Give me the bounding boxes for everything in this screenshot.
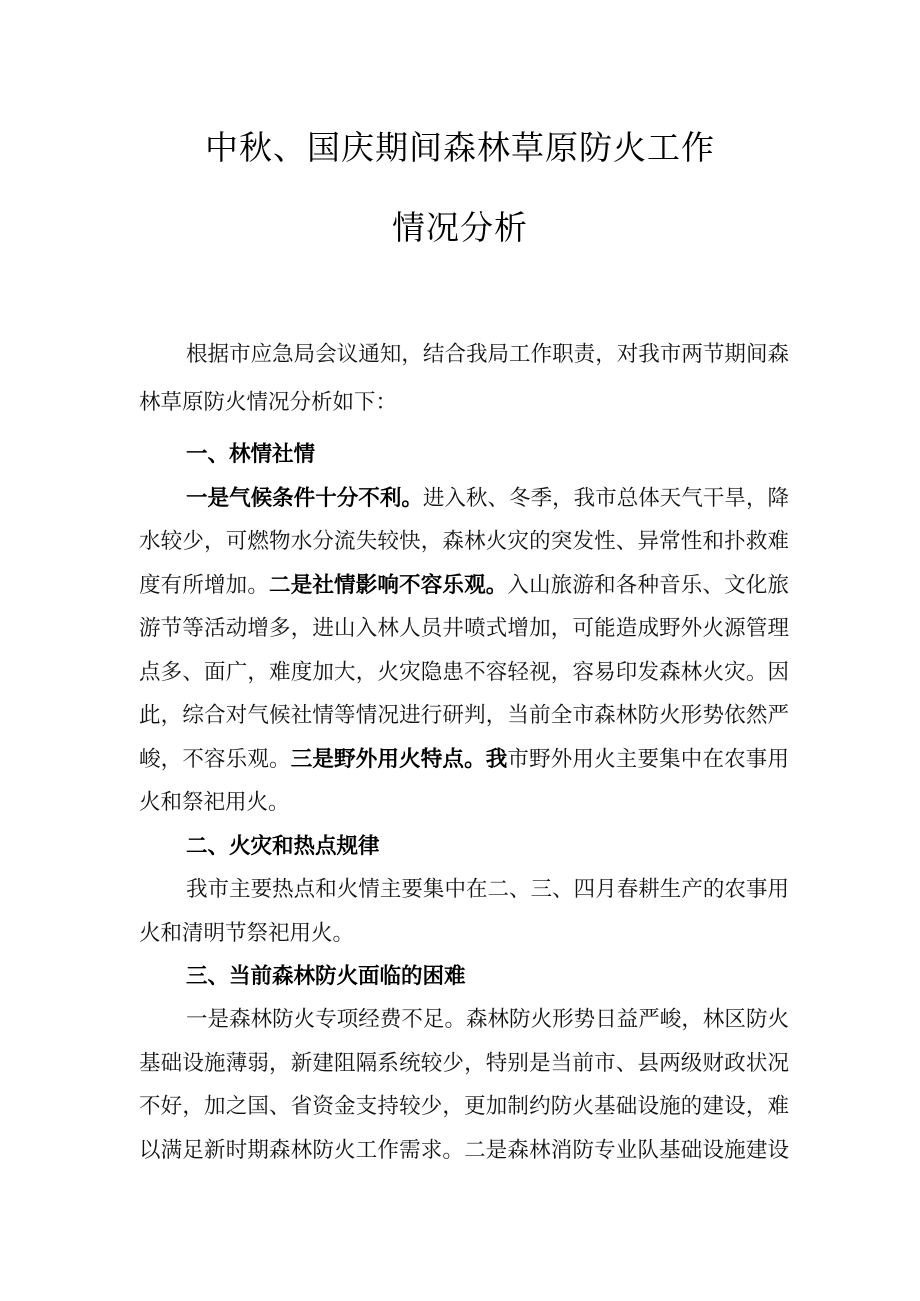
section-1-line-8: 火和祭祀用火。 — [139, 790, 290, 815]
section-2-heading: 二、火灾和热点规律 — [186, 834, 380, 859]
paragraph-text: 市野外用火主要集中在农事用 — [507, 747, 789, 772]
section-1-line-5: 点多、面广，难度加大，火灾隐患不容轻视，容易印发森林火灾。因 — [139, 660, 789, 685]
paragraph-text: 入山旅游和各种音乐、文化旅 — [507, 573, 789, 598]
bold-point-1: 一是气候条件十分不利。 — [186, 486, 423, 511]
intro-line-1: 根据市应急局会议通知，结合我局工作职责，对我市两节期间森 — [186, 342, 789, 367]
paragraph-text: 进入秋、冬季，我市总体天气干旱，降 — [422, 486, 789, 511]
section-3-heading: 三、当前森林防火面临的困难 — [186, 964, 466, 989]
section-1-heading: 一、林情社情 — [186, 442, 316, 467]
section-3-line-4: 以满足新时期森林防火工作需求。二是森林消防专业队基础设施建设 — [139, 1138, 789, 1163]
section-1-line-4: 游节等活动增多，进山入林人员井喷式增加，可能造成野外火源管理 — [139, 616, 789, 641]
document-title-line-1: 中秋、国庆期间森林草原防火工作 — [205, 128, 715, 167]
section-2-line-1: 我市主要热点和火情主要集中在二、三、四月春耕生产的农事用 — [186, 877, 789, 902]
paragraph-text: 峻，不容乐观。 — [139, 747, 291, 772]
paragraph-text: 度有所增加。 — [139, 573, 270, 598]
section-3-line-2: 基础设施薄弱，新建阻隔系统较少，特别是当前市、县两级财政状况 — [139, 1051, 789, 1076]
section-1-line-1 — [186, 481, 789, 512]
section-1-line-6: 此，综合对气候社情等情况进行研判，当前全市森林防火形势依然严 — [139, 703, 789, 728]
section-3-line-1: 一是森林防火专项经费不足。森林防火形势日益严峻，林区防火 — [186, 1007, 789, 1032]
section-1-line-3 — [139, 568, 789, 599]
bold-point-3: 三是野外用火特点。我 — [290, 747, 508, 772]
document-title-line-2: 情况分析 — [392, 208, 528, 247]
intro-line-2: 林草原防火情况分析如下： — [139, 390, 398, 415]
section-2-line-2: 火和清明节祭祀用火。 — [139, 921, 355, 946]
bold-point-2: 二是社情影响不容乐观。 — [269, 573, 508, 598]
section-3-line-3: 不好，加之国、省资金支持较少，更加制约防火基础设施的建设，难 — [139, 1094, 789, 1119]
section-1-line-7 — [139, 742, 789, 773]
section-1-line-2: 水较少，可燃物水分流失较快，森林火灾的突发性、异常性和扑救难 — [139, 529, 789, 554]
